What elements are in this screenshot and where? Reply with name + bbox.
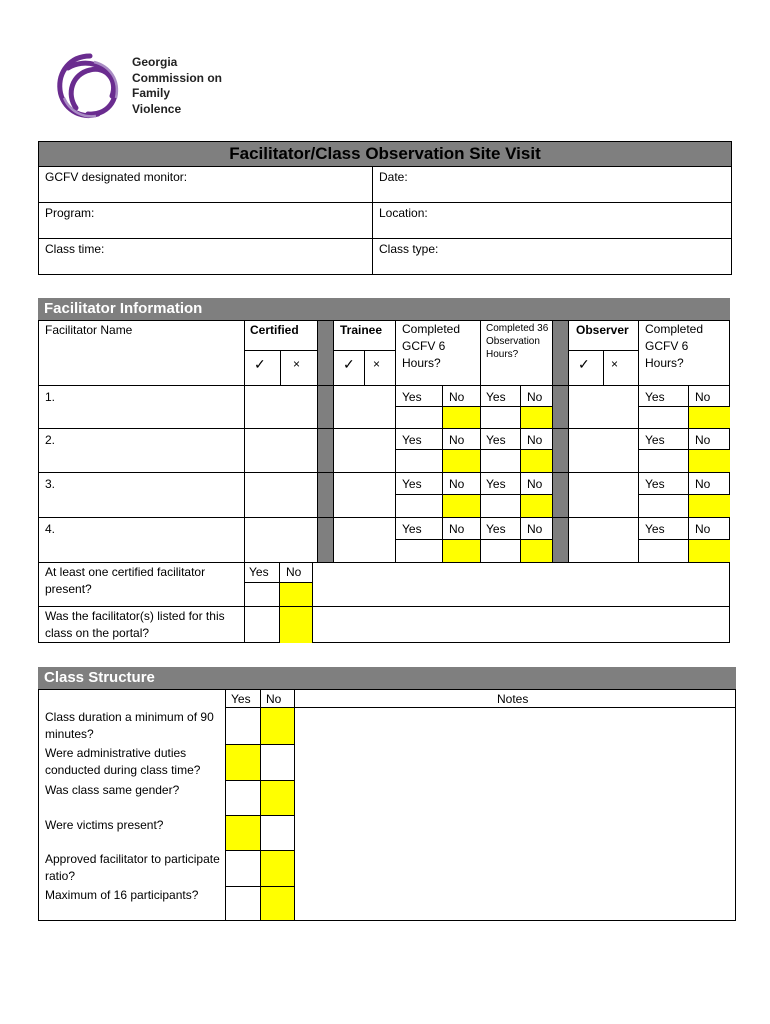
obs36-no-label-3: No: [527, 477, 543, 491]
obs36-no-cell-1[interactable]: [521, 407, 552, 428]
monitor-field[interactable]: [200, 168, 370, 200]
observer-gcfv-no-cell-3[interactable]: [689, 495, 730, 517]
observer-no-label-4: No: [695, 522, 711, 536]
gcfv-no-label-2: No: [449, 433, 465, 447]
observer-gcfv-no-cell-1[interactable]: [689, 407, 730, 428]
facilitator-name-header: Facilitator Name: [45, 323, 133, 337]
certified-check-icon: ✓: [254, 356, 266, 372]
observer-yes-label-4: Yes: [645, 522, 665, 536]
facilitator-header: Facilitator Information: [38, 298, 730, 320]
class-type-field[interactable]: [445, 240, 730, 273]
trainee-check-icon: ✓: [343, 356, 355, 372]
duration-question: Class duration a minimum of 90 minutes?: [45, 710, 214, 741]
obs36-yes-label-4: Yes: [486, 522, 506, 536]
ratio-no-cell[interactable]: [260, 850, 294, 886]
separator-column-1: [317, 320, 333, 562]
class-time-label: Class time:: [45, 242, 105, 256]
gcfv-yes-label-2: Yes: [402, 433, 422, 447]
gcfv-yes-label-1: Yes: [402, 390, 422, 404]
gcfv-no-label-4: No: [449, 522, 465, 536]
certified-present-question: At least one certified facilitator present?: [45, 565, 206, 596]
logo-text: [132, 55, 222, 117]
ratio-question: Approved facilitator to participate ratio?: [45, 852, 220, 883]
facilitator-row-1: 1.: [45, 390, 56, 404]
observer-completed-gcfv-header: Completed GCFV 6 Hours?: [645, 322, 704, 370]
obs36-yes-label-1: Yes: [486, 390, 506, 404]
structure-yes-header: Yes: [231, 692, 251, 706]
location-field[interactable]: [435, 204, 730, 236]
certified-present-no-label: No: [286, 565, 302, 579]
logo-line-3: Family: [132, 86, 171, 100]
observer-no-label-3: No: [695, 477, 711, 491]
separator-column-2: [552, 320, 568, 562]
gcfv-no-cell-2[interactable]: [443, 450, 480, 472]
victims-present-question: Were victims present?: [45, 818, 164, 832]
gcfv-no-cell-1[interactable]: [443, 407, 480, 428]
observer-check-icon: ✓: [578, 356, 590, 372]
gcfv-logo: [50, 48, 250, 126]
observer-cross-icon: ×: [611, 357, 619, 371]
program-field[interactable]: [100, 204, 370, 236]
observer-yes-label-2: Yes: [645, 433, 665, 447]
trainee-header: Trainee: [340, 323, 383, 337]
completed-36-header: Completed 36 Observation Hours?: [486, 323, 549, 360]
observer-no-label-1: No: [695, 390, 711, 404]
facilitator-row-3: 3.: [45, 477, 56, 491]
admin-duties-yes-cell[interactable]: [225, 744, 260, 780]
gcfv-no-cell-4[interactable]: [443, 540, 480, 562]
max-participants-no-cell[interactable]: [260, 886, 294, 920]
obs36-no-cell-2[interactable]: [521, 450, 552, 472]
obs36-yes-label-2: Yes: [486, 433, 506, 447]
observer-gcfv-no-cell-2[interactable]: [689, 450, 730, 472]
logo-line-1: Georgia: [132, 55, 178, 69]
class-time-field[interactable]: [110, 240, 370, 273]
duration-no-cell[interactable]: [260, 707, 294, 744]
logo-line-4: Violence: [132, 101, 182, 116]
portal-listed-question: Was the facilitator(s) listed for this class on the portal?: [45, 609, 225, 640]
monitor-label: GCFV designated monitor:: [45, 170, 188, 184]
obs36-no-label-2: No: [527, 433, 543, 447]
gcfv-no-cell-3[interactable]: [443, 495, 480, 517]
observer-yes-label-3: Yes: [645, 477, 665, 491]
structure-no-header: No: [266, 692, 282, 706]
date-field[interactable]: [415, 168, 730, 200]
logo-line-2: Commission on: [132, 70, 223, 85]
program-label: Program:: [45, 206, 95, 220]
date-label: Date:: [379, 170, 408, 184]
facilitator-row-2: 2.: [45, 433, 56, 447]
location-label: Location:: [379, 206, 428, 220]
notes-header: Notes: [497, 692, 529, 706]
certified-cross-icon: ×: [293, 357, 301, 371]
facilitator-row-4: 4.: [45, 522, 56, 536]
gcfv-no-label-3: No: [449, 477, 465, 491]
observer-gcfv-no-cell-4[interactable]: [689, 540, 730, 562]
logo-swirl-icon: [50, 48, 130, 126]
max-participants-question: Maximum of 16 participants?: [45, 888, 199, 902]
completed-gcfv-header: Completed GCFV 6 Hours?: [402, 322, 461, 370]
admin-duties-question: Were administrative duties conducted during class time?: [45, 746, 201, 777]
same-gender-question: Was class same gender?: [45, 783, 180, 797]
site-visit-title: Facilitator/Class Observation Site Visit: [39, 142, 731, 167]
observer-header: Observer: [576, 323, 629, 337]
gcfv-yes-label-3: Yes: [402, 477, 422, 491]
obs36-no-label-1: No: [527, 390, 543, 404]
same-gender-no-cell[interactable]: [260, 780, 294, 815]
obs36-yes-label-3: Yes: [486, 477, 506, 491]
notes-field[interactable]: [296, 709, 734, 919]
victims-present-yes-cell[interactable]: [225, 815, 260, 850]
certified-header: Certified: [250, 323, 299, 337]
gcfv-no-label-1: No: [449, 390, 465, 404]
gcfv-yes-label-4: Yes: [402, 522, 422, 536]
class-structure-header: Class Structure: [38, 667, 736, 689]
certified-present-no-cell[interactable]: [280, 583, 312, 606]
obs36-no-label-4: No: [527, 522, 543, 536]
portal-listed-no-cell[interactable]: [280, 607, 312, 643]
class-type-label: Class type:: [379, 242, 439, 256]
observer-yes-label-1: Yes: [645, 390, 665, 404]
obs36-no-cell-4[interactable]: [521, 540, 552, 562]
observer-no-label-2: No: [695, 433, 711, 447]
certified-present-yes-label: Yes: [249, 565, 269, 579]
trainee-cross-icon: ×: [373, 357, 381, 371]
obs36-no-cell-3[interactable]: [521, 495, 552, 517]
